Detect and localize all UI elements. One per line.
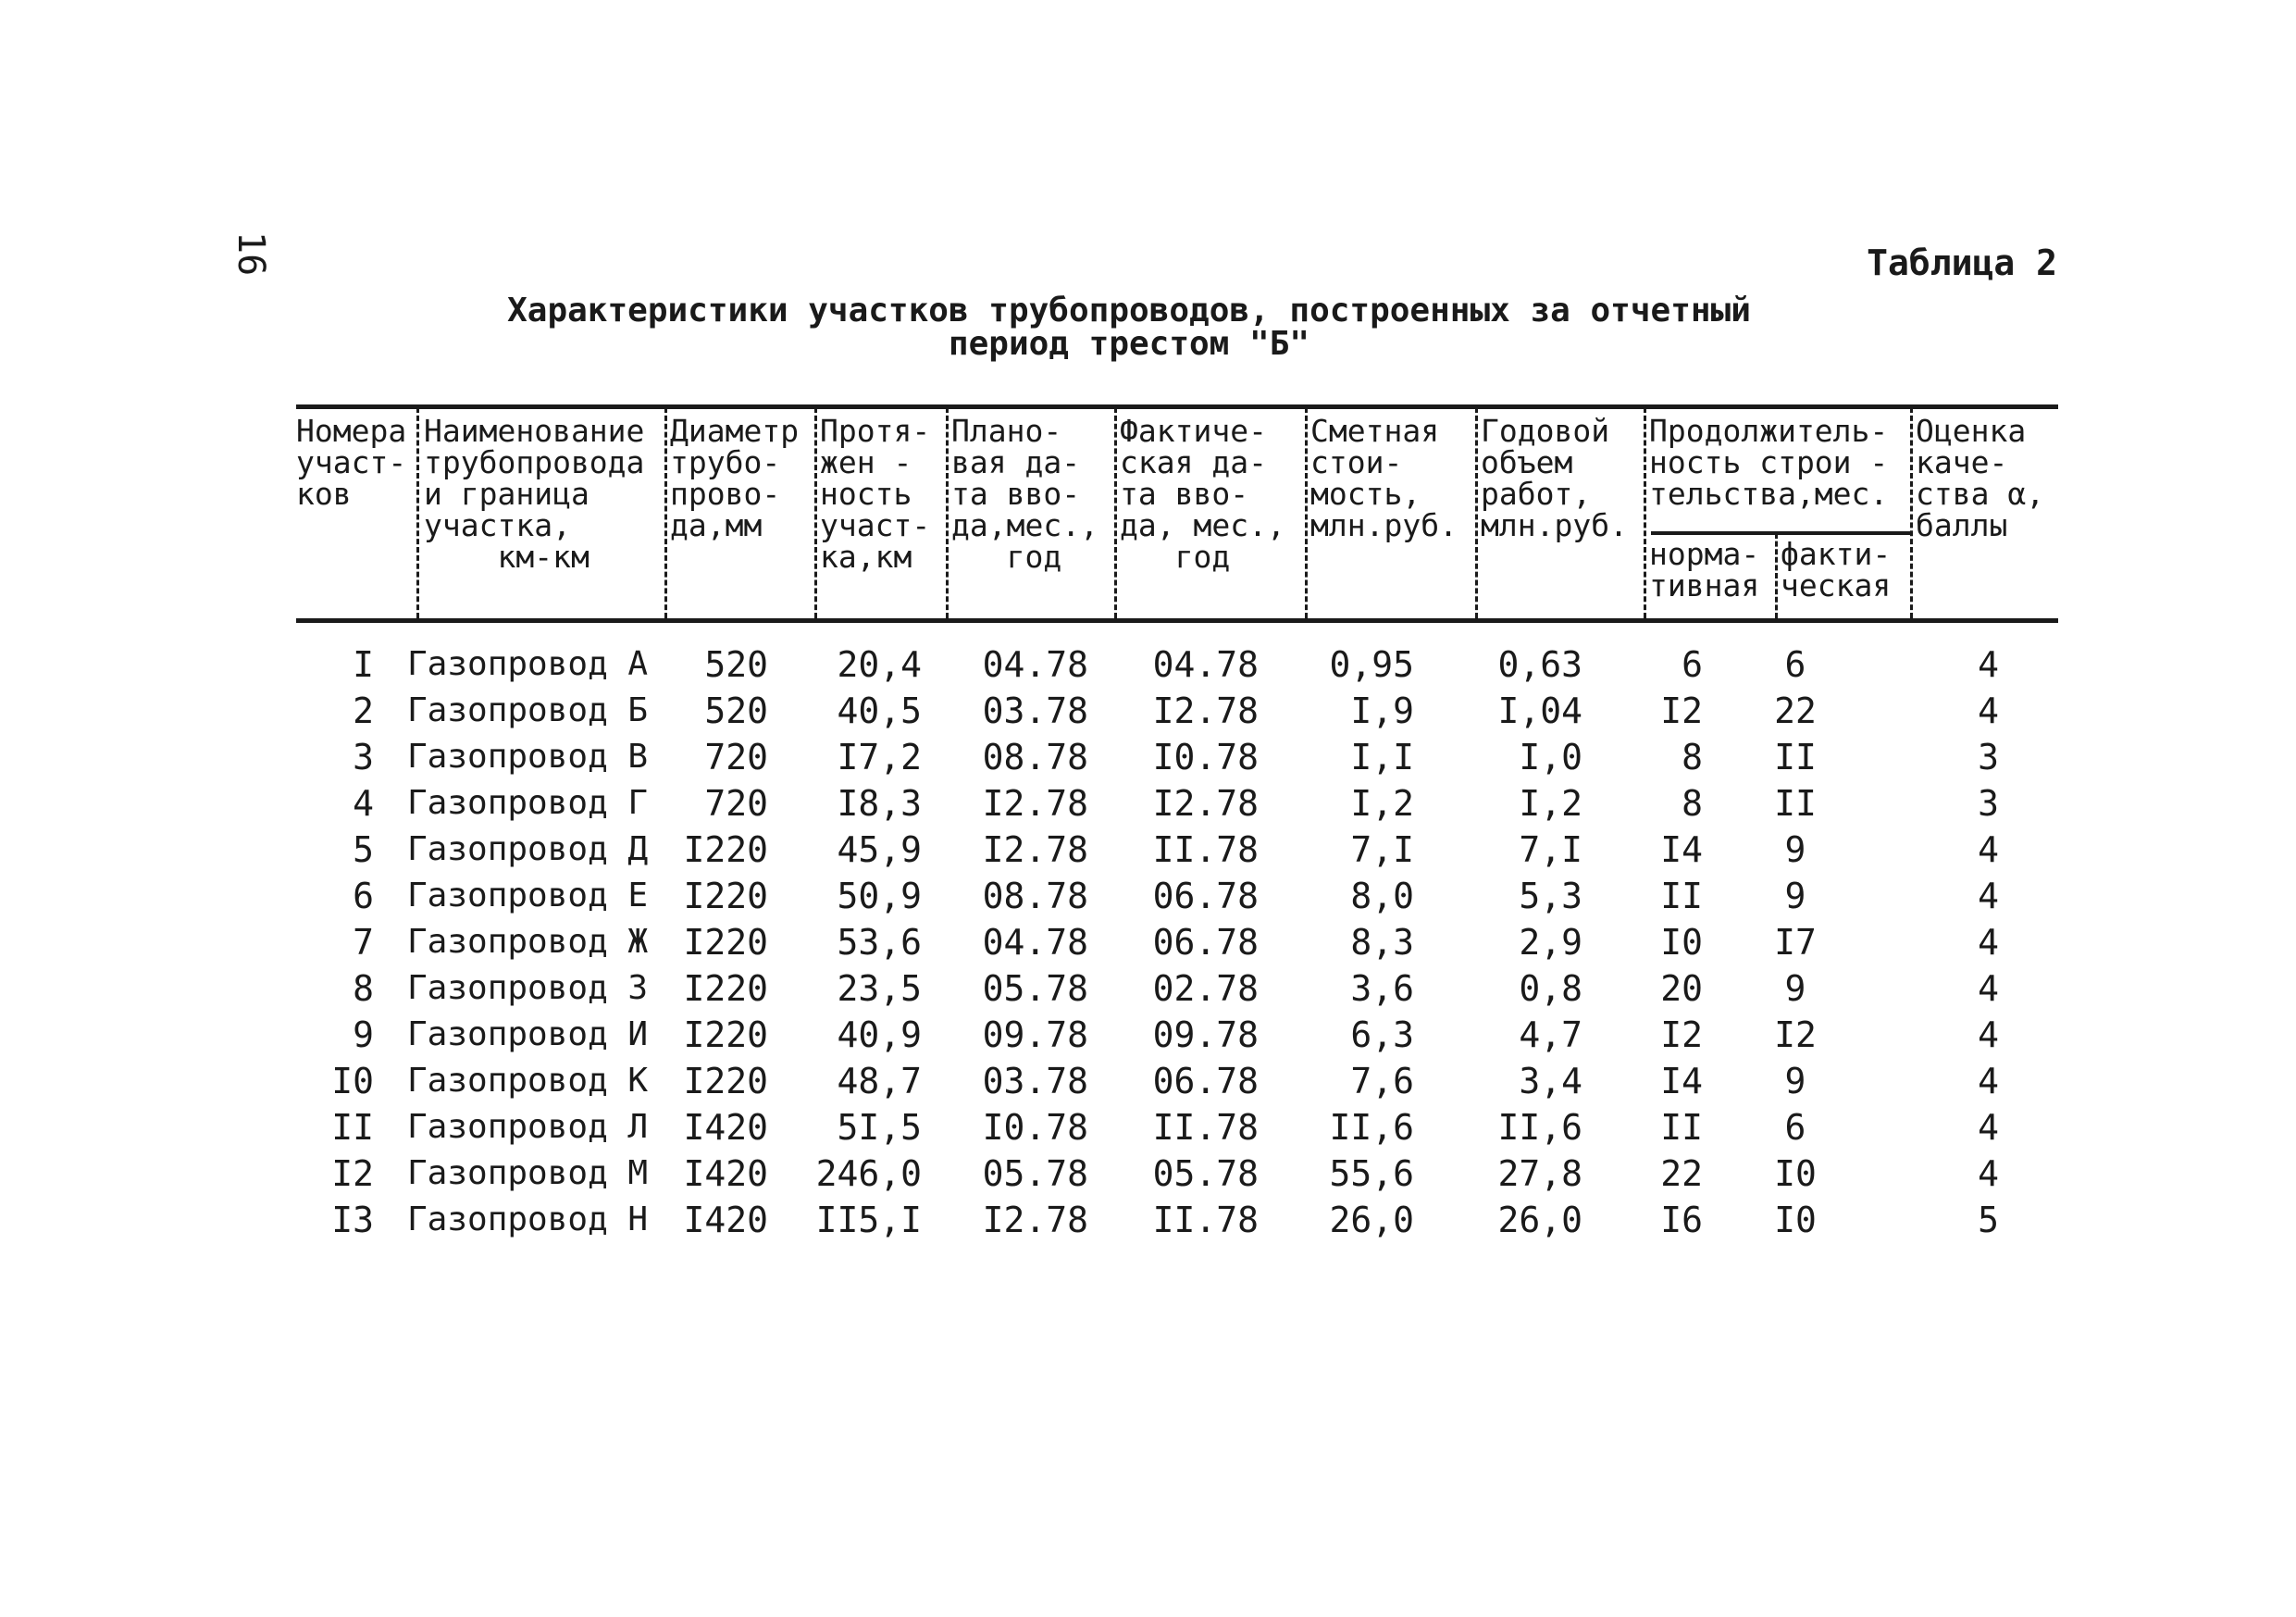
column-divider: [1910, 407, 1913, 618]
cell-actual-date: 04.78: [1152, 644, 1259, 685]
cell-normative-duration: I4: [1660, 1061, 1703, 1101]
cell-actual-duration: 6: [1784, 644, 1806, 685]
cell-diameter: I220: [683, 922, 768, 963]
cell-actual-duration: II: [1774, 737, 1817, 777]
cell-pipeline-name: Газопровод И: [407, 1015, 649, 1053]
cell-estimated-cost: 55,6: [1329, 1153, 1414, 1194]
cell-planned-date: I2.78: [982, 1200, 1088, 1240]
column-divider: [1114, 407, 1117, 618]
header-bottom-rule: [296, 618, 2058, 623]
table-row: [0, 965, 2296, 1012]
cell-annual-volume: 2,9: [1519, 922, 1582, 963]
table-title: [278, 294, 1980, 361]
header-length: Протя- жен - ность участ- ка,км: [820, 413, 931, 575]
header-annual-volume: Годовой объем работ, млн.руб.: [1481, 413, 1628, 543]
cell-diameter: I220: [683, 1014, 768, 1055]
cell-diameter: I420: [683, 1153, 768, 1194]
cell-normative-duration: 22: [1660, 1153, 1703, 1194]
cell-pipeline-name: Газопровод Н: [407, 1200, 649, 1238]
table-row: [0, 873, 2296, 919]
cell-pipeline-name: Газопровод З: [407, 969, 649, 1007]
cell-normative-duration: 6: [1682, 644, 1703, 685]
cell-length: 246,0: [815, 1153, 922, 1194]
cell-diameter: I220: [683, 1061, 768, 1101]
cell-estimated-cost: I,2: [1350, 783, 1414, 824]
table-row: [0, 919, 2296, 965]
cell-planned-date: 03.78: [982, 1061, 1088, 1101]
cell-pipeline-name: Газопровод Л: [407, 1108, 649, 1146]
cell-length: 40,5: [837, 690, 922, 731]
cell-pipeline-name: Газопровод В: [407, 738, 649, 776]
cell-pipeline-name: Газопровод Д: [407, 830, 649, 868]
page-number: 16: [230, 231, 272, 277]
cell-pipeline-name: Газопровод К: [407, 1062, 649, 1100]
cell-annual-volume: 5,3: [1519, 876, 1582, 916]
cell-planned-date: 05.78: [982, 968, 1088, 1009]
cell-pipeline-name: Газопровод Е: [407, 877, 649, 914]
cell-diameter: I220: [683, 829, 768, 870]
cell-actual-duration: 9: [1784, 876, 1806, 916]
cell-normative-duration: I2: [1660, 1014, 1703, 1055]
cell-annual-volume: 0,63: [1497, 644, 1582, 685]
cell-quality: 4: [1978, 829, 1999, 870]
cell-actual-date: II.78: [1152, 1200, 1259, 1240]
cell-planned-date: 08.78: [982, 876, 1088, 916]
cell-annual-volume: 3,4: [1519, 1061, 1582, 1101]
cell-length: 5I,5: [837, 1107, 922, 1148]
cell-actual-date: 09.78: [1152, 1014, 1259, 1055]
cell-normative-duration: II: [1660, 1107, 1703, 1148]
cell-quality: 4: [1978, 1153, 1999, 1194]
cell-estimated-cost: II,6: [1329, 1107, 1414, 1148]
cell-planned-date: I2.78: [982, 783, 1088, 824]
cell-section-number: I0: [331, 1061, 374, 1101]
cell-actual-date: 05.78: [1152, 1153, 1259, 1194]
cell-annual-volume: 4,7: [1519, 1014, 1582, 1055]
cell-section-number: 7: [353, 922, 374, 963]
cell-estimated-cost: 8,0: [1350, 876, 1414, 916]
cell-estimated-cost: 7,I: [1350, 829, 1414, 870]
cell-quality: 3: [1978, 737, 1999, 777]
cell-section-number: 3: [353, 737, 374, 777]
cell-actual-duration: 9: [1784, 829, 1806, 870]
cell-pipeline-name: Газопровод М: [407, 1154, 649, 1192]
cell-planned-date: I2.78: [982, 829, 1088, 870]
cell-section-number: 6: [353, 876, 374, 916]
cell-length: 40,9: [837, 1014, 922, 1055]
cell-normative-duration: I4: [1660, 829, 1703, 870]
cell-diameter: I220: [683, 968, 768, 1009]
cell-annual-volume: I,2: [1519, 783, 1582, 824]
cell-annual-volume: 26,0: [1497, 1200, 1582, 1240]
cell-pipeline-name: Газопровод А: [407, 645, 649, 683]
cell-quality: 4: [1978, 968, 1999, 1009]
cell-diameter: I220: [683, 876, 768, 916]
cell-planned-date: 05.78: [982, 1153, 1088, 1194]
column-divider: [1775, 533, 1778, 618]
cell-actual-date: 06.78: [1152, 1061, 1259, 1101]
cell-actual-duration: I2: [1774, 1014, 1817, 1055]
cell-quality: 3: [1978, 783, 1999, 824]
cell-length: 48,7: [837, 1061, 922, 1101]
cell-section-number: I: [353, 644, 374, 685]
column-divider: [1475, 407, 1478, 618]
cell-estimated-cost: 0,95: [1329, 644, 1414, 685]
header-pipeline-name: Наименование трубопровода и граница участка, км-км: [424, 413, 645, 575]
table-row: [0, 1104, 2296, 1151]
column-divider: [664, 407, 667, 618]
cell-normative-duration: 20: [1660, 968, 1703, 1009]
cell-section-number: 8: [353, 968, 374, 1009]
cell-actual-date: I2.78: [1152, 783, 1259, 824]
cell-length: 50,9: [837, 876, 922, 916]
cell-normative-duration: 8: [1682, 737, 1703, 777]
cell-actual-duration: I7: [1774, 922, 1817, 963]
table-row: [0, 780, 2296, 827]
cell-section-number: II: [331, 1107, 374, 1148]
cell-planned-date: 04.78: [982, 922, 1088, 963]
cell-normative-duration: 8: [1682, 783, 1703, 824]
cell-quality: 4: [1978, 1014, 1999, 1055]
cell-actual-duration: I0: [1774, 1200, 1817, 1240]
table-row: [0, 827, 2296, 873]
cell-actual-duration: II: [1774, 783, 1817, 824]
table-row: [0, 688, 2296, 734]
table-label: Таблица 2: [1867, 243, 2057, 283]
cell-section-number: I3: [331, 1200, 374, 1240]
cell-quality: 4: [1978, 1061, 1999, 1101]
cell-normative-duration: I6: [1660, 1200, 1703, 1240]
cell-section-number: 5: [353, 829, 374, 870]
cell-pipeline-name: Газопровод Г: [407, 784, 649, 822]
title-line-1: Характеристики участков трубопроводов, построенных за отчетный: [507, 292, 1751, 330]
header-estimated-cost: Сметная стои- мость, млн.руб.: [1310, 413, 1458, 543]
table-top-rule: [296, 404, 2058, 409]
cell-section-number: 2: [353, 690, 374, 731]
cell-annual-volume: 7,I: [1519, 829, 1582, 870]
header-actual: факти- ческая: [1781, 536, 1892, 603]
cell-actual-duration: 9: [1784, 968, 1806, 1009]
header-actual-date: Фактиче- ская да- та вво- да, мес., год: [1120, 413, 1285, 575]
duration-subheader-rule: [1651, 531, 1912, 535]
cell-planned-date: 03.78: [982, 690, 1088, 731]
cell-actual-duration: 9: [1784, 1061, 1806, 1101]
cell-length: 20,4: [837, 644, 922, 685]
cell-quality: 4: [1978, 876, 1999, 916]
cell-section-number: 9: [353, 1014, 374, 1055]
cell-annual-volume: 0,8: [1519, 968, 1582, 1009]
cell-actual-date: 06.78: [1152, 876, 1259, 916]
cell-actual-date: I0.78: [1152, 737, 1259, 777]
column-divider: [814, 407, 817, 618]
cell-normative-duration: I0: [1660, 922, 1703, 963]
cell-planned-date: 04.78: [982, 644, 1088, 685]
cell-actual-date: II.78: [1152, 1107, 1259, 1148]
cell-actual-date: I2.78: [1152, 690, 1259, 731]
cell-annual-volume: 27,8: [1497, 1153, 1582, 1194]
header-planned-date: Плано- вая да- та вво- да,мес., год: [951, 413, 1098, 575]
cell-diameter: 520: [704, 690, 768, 731]
column-divider: [416, 407, 419, 618]
cell-quality: 4: [1978, 922, 1999, 963]
header-quality: Оценка каче- ства α, баллы: [1916, 413, 2045, 543]
cell-length: 23,5: [837, 968, 922, 1009]
cell-actual-duration: 22: [1774, 690, 1817, 731]
header-construction-duration: Продолжитель- ность строи - тельства,мес.: [1649, 413, 1889, 512]
table-row: [0, 1151, 2296, 1197]
cell-diameter: 720: [704, 737, 768, 777]
cell-planned-date: I0.78: [982, 1107, 1088, 1148]
cell-length: I7,2: [837, 737, 922, 777]
cell-actual-duration: I0: [1774, 1153, 1817, 1194]
cell-normative-duration: II: [1660, 876, 1703, 916]
cell-diameter: I420: [683, 1107, 768, 1148]
cell-quality: 4: [1978, 1107, 1999, 1148]
column-divider: [946, 407, 949, 618]
table-row: [0, 734, 2296, 780]
header-section-number: Номера участ- ков: [296, 413, 407, 512]
cell-actual-date: 02.78: [1152, 968, 1259, 1009]
cell-diameter: 520: [704, 644, 768, 685]
cell-quality: 5: [1978, 1200, 1999, 1240]
cell-estimated-cost: I,I: [1350, 737, 1414, 777]
cell-diameter: I420: [683, 1200, 768, 1240]
cell-annual-volume: I,04: [1497, 690, 1582, 731]
cell-length: 53,6: [837, 922, 922, 963]
cell-length: 45,9: [837, 829, 922, 870]
title-line-2: период трестом "Б": [948, 325, 1310, 363]
table-row: [0, 1012, 2296, 1058]
cell-annual-volume: II,6: [1497, 1107, 1582, 1148]
header-normative: норма- тивная: [1649, 536, 1760, 603]
cell-pipeline-name: Газопровод Б: [407, 691, 649, 729]
header-diameter: Диаметр трубо- прово- да,мм: [670, 413, 800, 543]
column-divider: [1644, 407, 1646, 618]
cell-section-number: I2: [331, 1153, 374, 1194]
cell-actual-duration: 6: [1784, 1107, 1806, 1148]
cell-estimated-cost: 7,6: [1350, 1061, 1414, 1101]
cell-estimated-cost: 6,3: [1350, 1014, 1414, 1055]
cell-quality: 4: [1978, 644, 1999, 685]
cell-quality: 4: [1978, 690, 1999, 731]
cell-annual-volume: I,0: [1519, 737, 1582, 777]
cell-actual-date: 06.78: [1152, 922, 1259, 963]
cell-actual-date: II.78: [1152, 829, 1259, 870]
cell-length: II5,I: [815, 1200, 922, 1240]
table-row: [0, 1197, 2296, 1243]
cell-estimated-cost: 3,6: [1350, 968, 1414, 1009]
cell-planned-date: 09.78: [982, 1014, 1088, 1055]
cell-diameter: 720: [704, 783, 768, 824]
table-row: [0, 1058, 2296, 1104]
cell-estimated-cost: 8,3: [1350, 922, 1414, 963]
cell-normative-duration: I2: [1660, 690, 1703, 731]
table-row: [0, 641, 2296, 688]
cell-pipeline-name: Газопровод Ж: [407, 923, 649, 961]
cell-section-number: 4: [353, 783, 374, 824]
cell-estimated-cost: I,9: [1350, 690, 1414, 731]
cell-length: I8,3: [837, 783, 922, 824]
cell-planned-date: 08.78: [982, 737, 1088, 777]
column-divider: [1305, 407, 1308, 618]
cell-estimated-cost: 26,0: [1329, 1200, 1414, 1240]
